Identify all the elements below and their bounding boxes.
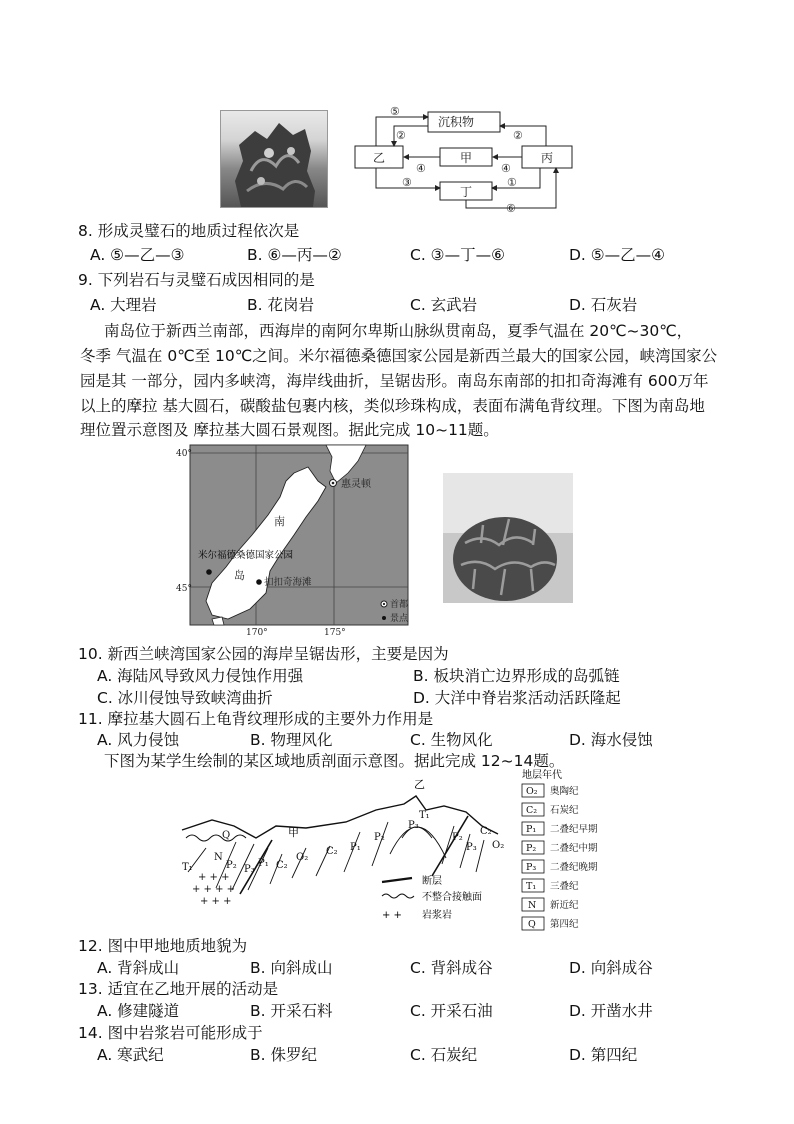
svg-text:T₁: T₁ [182, 862, 193, 873]
rock-cycle-diagram [350, 102, 590, 214]
q12-option-d[interactable]: D. 向斜成谷 [569, 959, 653, 977]
unconformity-legend-label: 不整合接触面 [422, 892, 482, 903]
passage1-line4: 以上的摩拉 基大圆石，碳酸盐包裹内核，类似珍珠构成，表面布满龟背纹理。下图为南岛地 [80, 397, 705, 415]
q8-option-c[interactable]: C. ③—丁—⑥ [410, 246, 505, 264]
q10-option-b[interactable]: B. 板块消亡边界形成的岛弧链 [413, 667, 620, 685]
q14-option-b[interactable]: B. 侏罗纪 [250, 1046, 317, 1064]
map-label-nan: 南 [274, 515, 285, 528]
legend-name-2: 二叠纪早期 [550, 824, 598, 835]
svg-text:P₃: P₃ [408, 820, 419, 831]
q8-stem: 8. 形成灵璧石的地质过程依次是 [78, 222, 300, 240]
beach-spot-icon [256, 579, 262, 585]
map-wellington: 惠灵顿 [341, 479, 371, 490]
legend-title: 地层年代 [522, 770, 562, 781]
label-1: ① [507, 176, 517, 189]
box-bing: 丙 [541, 151, 554, 165]
box-ding: 丁 [460, 185, 473, 199]
legend-code-0: O₂ [526, 786, 538, 797]
legend-spot-label: 景点 [390, 614, 409, 624]
svg-text:+ + +: + + + [198, 872, 230, 883]
section-label-jia: 甲 [288, 826, 299, 839]
q12-option-a[interactable]: A. 背斜成山 [97, 959, 180, 977]
q8-option-d[interactable]: D. ⑤—乙—④ [569, 246, 666, 264]
svg-text:O₂: O₂ [296, 852, 309, 863]
q10-option-c[interactable]: C. 冰川侵蚀导致峡湾曲折 [97, 689, 273, 707]
q11-option-c[interactable]: C. 生物风化 [410, 731, 493, 749]
passage1-line1: 南岛位于新西兰南部，西海岸的南阿尔卑斯山脉纵贯南岛，夏季气温在 20℃~30℃， [104, 322, 693, 340]
magma-legend-label: 岩浆岩 [422, 910, 452, 921]
q13-option-d[interactable]: D. 开凿水井 [569, 1002, 653, 1020]
q8-option-a[interactable]: A. ⑤—乙—③ [90, 246, 185, 264]
q13-option-c[interactable]: C. 开采石油 [410, 1002, 493, 1020]
box-sediment: 沉积物 [438, 115, 475, 129]
svg-text:P₃: P₃ [244, 864, 255, 875]
legend-name-3: 二叠纪中期 [550, 843, 598, 854]
svg-text:P₂: P₂ [452, 832, 463, 843]
passage1-line3: 园是其 一部分，园内多峡湾，海岸线曲折，呈锯齿形。南岛东南部的扣扣奇海滩有 600万年 [80, 372, 709, 390]
legend-spot-icon [382, 616, 386, 620]
legend-code-1: C₂ [526, 805, 538, 816]
q11-stem: 11. 摩拉基大圆石上龟背纹理形成的主要外力作用是 [78, 710, 434, 728]
geological-section-diagram [176, 768, 616, 934]
svg-text:+ + +: + + + [200, 896, 232, 907]
label-2a: ② [396, 129, 406, 142]
passage1-line5: 理位置示意图及 摩拉基大圆石景观图。据此完成 10~11题。 [80, 421, 499, 439]
moeraki-boulder-photo [443, 473, 573, 603]
legend-name-1: 石炭纪 [550, 805, 579, 816]
label-3: ③ [402, 176, 412, 189]
legend-name-7: 第四纪 [550, 919, 579, 930]
section-label-yi: 乙 [414, 778, 425, 791]
legend-code-7: Q [528, 919, 536, 930]
map-lat-45: 45° [176, 584, 192, 594]
map-label-dao: 岛 [234, 569, 245, 582]
q14-option-d[interactable]: D. 第四纪 [569, 1046, 638, 1064]
legend-code-5: T₁ [526, 881, 537, 892]
south-island-map [176, 443, 416, 638]
svg-text:T₁: T₁ [419, 810, 430, 821]
passage2: 下图为某学生绘制的某区域地质剖面示意图。据此完成 12~14题。 [104, 752, 565, 770]
map-lon-170: 170° [246, 628, 268, 638]
q9-option-b[interactable]: B. 花岗岩 [247, 296, 314, 314]
legend-code-6: N [528, 900, 537, 911]
label-2b: ② [513, 129, 523, 142]
svg-text:C₂: C₂ [326, 846, 338, 857]
svg-text:P₂: P₂ [226, 860, 237, 871]
legend-code-4: P₃ [526, 862, 537, 873]
q9-option-c[interactable]: C. 玄武岩 [410, 296, 478, 314]
fault-legend-icon [382, 878, 412, 882]
svg-text:P₁: P₁ [258, 858, 269, 869]
svg-text:+ + + +: + + + + [192, 884, 236, 895]
q10-stem: 10. 新西兰峡湾国家公园的海岸呈锯齿形，主要是因为 [78, 645, 449, 663]
svg-text:C₂: C₂ [276, 860, 288, 871]
q9-stem: 9. 下列岩石与灵璧石成因相同的是 [78, 271, 315, 289]
q12-option-b[interactable]: B. 向斜成山 [250, 959, 333, 977]
magma-body [192, 872, 235, 907]
q14-stem: 14. 图中岩浆岩可能形成于 [78, 1024, 263, 1042]
box-jia: 甲 [460, 151, 473, 165]
q13-stem: 13. 适宜在乙地开展的活动是 [78, 980, 279, 998]
q10-option-d[interactable]: D. 大洋中脊岩浆活动活跃隆起 [413, 689, 621, 707]
svg-text:P₁: P₁ [350, 842, 361, 853]
svg-text:P₂: P₂ [374, 832, 385, 843]
map-park-label: 米尔福德桑德国家公园 [198, 550, 294, 561]
magma-legend-icon: + + [382, 910, 402, 921]
legend-code-3: P₂ [526, 843, 537, 854]
svg-text:P₃: P₃ [466, 842, 477, 853]
q12-stem: 12. 图中甲地地质地貌为 [78, 937, 248, 955]
q11-option-b[interactable]: B. 物理风化 [250, 731, 333, 749]
q9-option-d[interactable]: D. 石灰岩 [569, 296, 638, 314]
fault-legend-label: 断层 [422, 876, 442, 887]
q13-option-a[interactable]: A. 修建隧道 [97, 1002, 180, 1020]
q10-option-a[interactable]: A. 海陆风导致风力侵蚀作用强 [97, 667, 304, 685]
legend-name-6: 新近纪 [550, 900, 579, 911]
label-4b: ④ [501, 162, 511, 175]
q13-option-b[interactable]: B. 开采石料 [250, 1002, 333, 1020]
legend-name-0: 奥陶纪 [550, 786, 579, 797]
legend-code-2: P₁ [526, 824, 537, 835]
q14-option-a[interactable]: A. 寒武纪 [97, 1046, 164, 1064]
q14-option-c[interactable]: C. 石炭纪 [410, 1046, 478, 1064]
map-lon-175: 175° [324, 628, 346, 638]
svg-text:N: N [214, 852, 223, 863]
unconformity-legend-icon [382, 894, 414, 898]
label-5: ⑤ [390, 105, 400, 118]
map-beach-label: 扣扣奇海滩 [264, 577, 312, 588]
label-6: ⑥ [506, 202, 516, 214]
passage1-line2: 冬季 气温在 0℃至 10℃之间。米尔福德桑德国家公园是新西兰最大的国家公园，峡湾国家公 [80, 347, 718, 365]
lingbi-stone-photo [220, 110, 328, 208]
q9-option-a[interactable]: A. 大理岩 [90, 296, 157, 314]
park-spot-icon [206, 569, 212, 575]
legend-name-4: 二叠纪晚期 [550, 862, 598, 873]
box-yi: 乙 [373, 151, 386, 165]
legend-capital-label: 首都 [390, 600, 409, 610]
q12-option-c[interactable]: C. 背斜成谷 [410, 959, 493, 977]
q8-option-b[interactable]: B. ⑥—丙—② [247, 246, 342, 264]
svg-text:Q: Q [222, 830, 231, 841]
label-4a: ④ [416, 162, 426, 175]
map-lat-40: 40° [176, 449, 192, 459]
legend-name-5: 三叠纪 [550, 881, 579, 892]
svg-text:O₂: O₂ [492, 840, 505, 851]
q11-option-a[interactable]: A. 风力侵蚀 [97, 731, 180, 749]
q11-option-d[interactable]: D. 海水侵蚀 [569, 731, 653, 749]
svg-text:C₂: C₂ [480, 826, 492, 837]
